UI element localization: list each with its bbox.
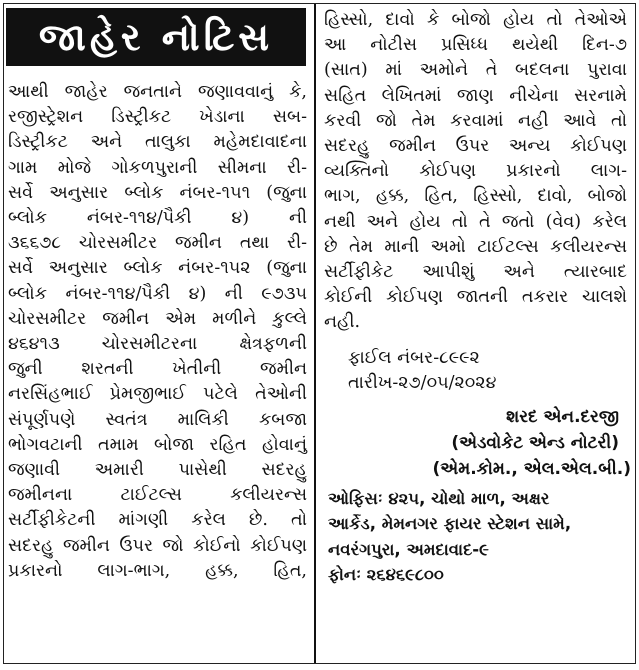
right-column — [322, 4, 635, 663]
right-body-text — [322, 8, 635, 336]
body-line: છે તેમ માની અમો ટાઈટલ્સ કલીયરન્સ — [324, 236, 627, 257]
signatory-name: શરદ એન.દરજી — [506, 406, 619, 427]
body-line: જુની શરતની ખેતીની જમીન — [8, 359, 307, 380]
phone-number: ફોનઃ ૨૬૪૬૯૮૦૦ — [328, 565, 444, 585]
body-line: ૩૬૬૭૮ ચોરસમીટર જમીન તથા રી- — [8, 233, 307, 254]
body-line: આ નોટીસ પ્રસિધ્ધ થયેથી દિન-૭ — [324, 35, 627, 56]
office-address-line: આર્કેડ, મેમનગર ફાયર સ્ટેશન સામે, — [328, 514, 572, 534]
body-line: ૪૬૪૧૩ ચોરસમીટરના ક્ષેત્રફળની — [8, 334, 307, 355]
body-line: બ્લોક નંબર-૧૧૪/પૈકી ૪) ની ૯૭૩૫ — [8, 283, 307, 304]
body-line: નરસિંહભાઈ પ્રેમજીભાઈ પટેલે તેઓની — [8, 384, 307, 405]
body-line: સદરહુ જમીન ઉપર અન્ય કોઈપણ — [324, 136, 627, 157]
body-line: ડિસ્ટ્રીકટ અને તાલુકા મહેમદાવાદના — [8, 132, 307, 153]
body-line: સદરહુ જમીન ઉપર જો કોઈનો કોઈપણ — [8, 535, 307, 556]
notice-title: જાહેર નોટિસ — [6, 8, 306, 66]
body-line: બ્લોક નંબર-૧૧૪/પૈકી ૪) ની — [8, 208, 307, 229]
body-line: પ્રકારનો લાગ-ભાગ, હક્ક, હિત, — [8, 560, 307, 581]
signatory-role: (એડવોકેટ એન્ડ નોટરી) — [451, 432, 619, 453]
body-line: ચોરસમીટર જમીન એમ મળીને કુલ્લે — [8, 308, 307, 329]
body-line: ગામ મોજે ગોકળપુરાની સીમના રી- — [8, 157, 307, 178]
body-line: કોઈની કોઈપણ જાતની તકરાર ચાલશે — [324, 287, 627, 308]
body-line: સર્વે અનુસાર બ્લોક નંબર-૧૫૨ (જુના — [8, 258, 307, 279]
body-line: નથી અને હોય તો તે જતો (વેવ) કરેલ — [324, 211, 627, 232]
notice-date: તારીખ-૨૭/૦૫/૨૦૨૪ — [348, 372, 497, 393]
office-address-line: નવરંગપુરા, અમદાવાદ-૯ — [328, 539, 489, 559]
body-line: વ્યક્તિનો કોઈપણ પ્રકારનો લાગ- — [324, 161, 627, 182]
body-line: સંપૂર્ણપણે સ્વતંત્ર માલિકી કબજા — [8, 409, 307, 430]
body-line: સર્ટીફીકેટ આપીશું અને ત્યારબાદ — [324, 262, 627, 283]
body-line: સર્વે અનુસાર બ્લોક નંબર-૧૫૧ (જુના — [8, 182, 307, 203]
body-line: કરવી જો તેમ કરવામાં નહી આવે તો — [324, 110, 627, 131]
office-address-line: ઓફિસઃ ૪૨૫, ચોથો માળ, અક્ષર — [328, 488, 550, 508]
body-line: રજીસ્ટ્રેશન ડિસ્ટ્રીકટ ખેડાના સબ- — [8, 107, 307, 128]
body-line: સર્ટીફીકેટની માંગણી કરેલ છે. તો — [8, 510, 307, 531]
column-divider — [314, 4, 316, 663]
body-line: જમીનના ટાઈટલ્સ કલીયરન્સ — [8, 485, 307, 506]
body-line: ભાગ, હક્ક, હિત, હિસ્સો, દાવો, બોજો — [324, 186, 627, 207]
body-line: સહિત લેખિતમાં જાણ નીચેના સરનામે — [324, 85, 627, 106]
body-line: આથી જાહેર જનતાને જણાવવાનું કે, — [8, 82, 307, 102]
body-line: નહી. — [324, 312, 361, 333]
left-body-text — [4, 80, 310, 584]
body-line: (સાત) માં અમોને તે બદલના પુરાવા — [324, 60, 627, 81]
body-line: જણાવી અમારી પાસેથી સદરહુ — [8, 460, 307, 481]
notice-page — [3, 3, 636, 664]
signatory-degree: (એમ.કોમ., એલ.એલ.બી.) — [432, 458, 631, 479]
body-line: ભોગવટાની તમામ બોજા રહિત હોવાનું — [8, 434, 307, 455]
left-column — [4, 4, 310, 663]
file-number: ફાઈલ નંબર-૮૯૯૨ — [348, 347, 480, 368]
body-line: હિસ્સો, દાવો કે બોજો હોય તો તેઓએ — [324, 10, 627, 30]
